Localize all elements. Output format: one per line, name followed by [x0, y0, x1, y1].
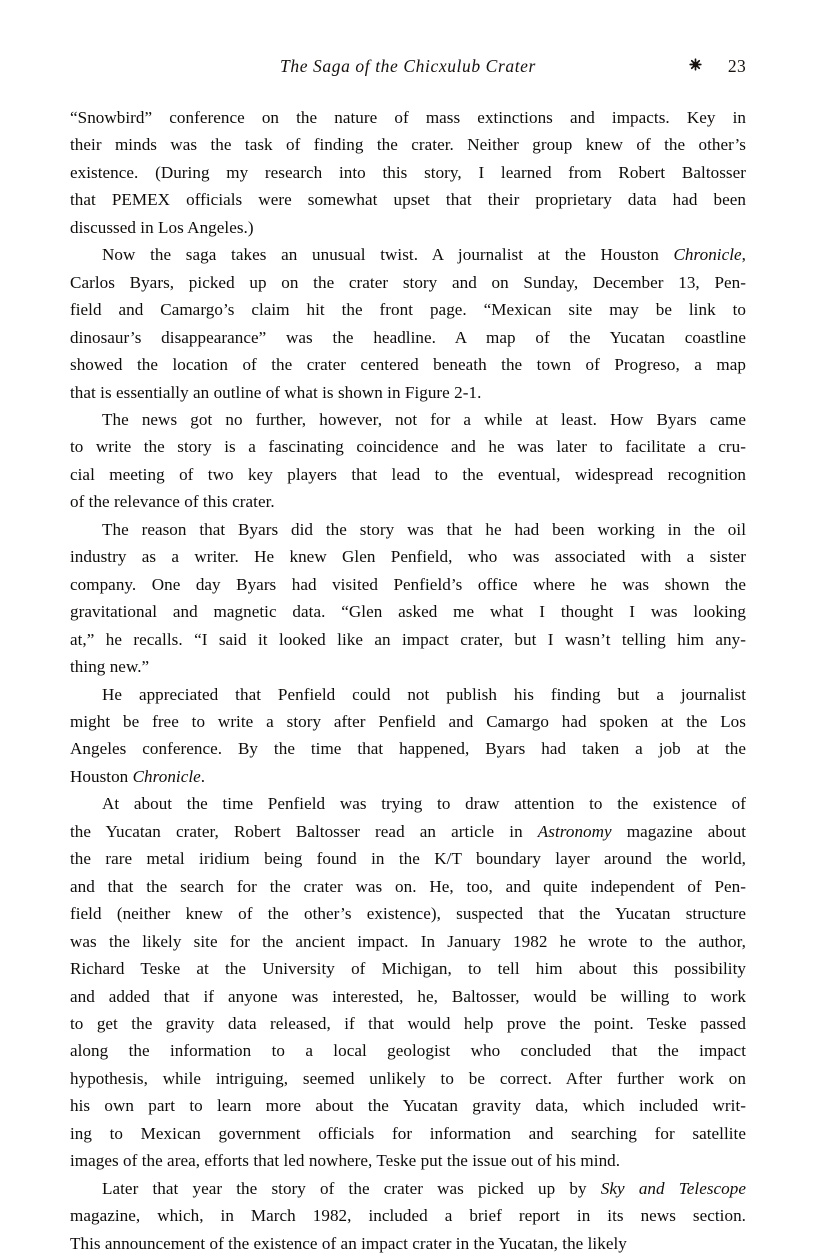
text-run: images of the area, efforts that led nowhere, Teske put the issue out of his mind. — [70, 1151, 621, 1171]
text-line — [70, 241, 746, 268]
paragraph — [70, 516, 746, 681]
text-run: hypothesis, while intriguing, seemed unlikely to be correct. After further work on — [70, 1068, 746, 1088]
running-head-title: The Saga of the Chicxulub Crater — [280, 56, 536, 76]
text-line — [70, 351, 746, 378]
text-line — [70, 296, 746, 323]
text-line — [70, 104, 746, 131]
text-run: that PEMEX officials were somewhat upset that their proprietary data had been — [70, 190, 746, 210]
text-run: the Yucatan crater, Robert Baltosser read an article in — [70, 821, 538, 841]
text-run: Richard Teske at the University of Michigan, to tell him about this possibility — [70, 959, 746, 979]
text-run: ing to Mexican government officials for information and searching for satellite — [70, 1123, 746, 1143]
text-run: Now the saga takes an unusual twist. A journalist at the Houston — [102, 245, 674, 265]
text-line — [70, 681, 746, 708]
text-run: , — [741, 245, 746, 265]
text-line — [70, 186, 746, 213]
text-line — [70, 653, 746, 680]
text-run: of the relevance of this crater. — [70, 492, 275, 512]
text-run: the rare metal iridium being found in the K/T boundary layer around the world, — [70, 849, 746, 869]
text-run: field and Camargo’s claim hit the front page. “Mexican site may be link to — [70, 300, 746, 320]
text-run: The news got no further, however, not for a while at least. How Byars came — [102, 409, 746, 429]
text-run: discussed in Los Angeles.) — [70, 217, 254, 237]
body-text-column — [70, 104, 746, 1257]
paragraph — [70, 104, 746, 241]
text-run: might be free to write a story after Penfield and Camargo had spoken at the Los — [70, 711, 746, 731]
text-run: at,” he recalls. “I said it looked like an impact crater, but I wasn’t telling him any- — [70, 629, 746, 649]
text-run: Carlos Byars, picked up on the crater story and on Sunday, December 13, Pen- — [70, 272, 746, 292]
text-line — [70, 571, 746, 598]
text-line — [70, 598, 746, 625]
page-folio-number: 23 — [727, 56, 746, 76]
text-run: Later that year the story of the crater was picked up by — [102, 1178, 601, 1198]
paragraph — [70, 241, 746, 406]
text-line — [70, 1230, 746, 1257]
text-run: and that the search for the crater was on. He, too, and quite independent of Pen- — [70, 876, 746, 896]
italic-text: Chronicle — [132, 766, 201, 786]
text-run: magazine, which, in March 1982, included a brief report in its news section. — [70, 1206, 746, 1226]
text-run: company. One day Byars had visited Penfield’s office where he was shown the — [70, 574, 746, 594]
text-run: industry as a writer. He knew Glen Penfield, who was associated with a sister — [70, 547, 746, 567]
text-line — [70, 324, 746, 351]
text-line — [70, 433, 746, 460]
text-line — [70, 928, 746, 955]
italic-text: Astronomy — [537, 821, 612, 841]
text-run: dinosaur’s disappearance” was the headline. A map of the Yucatan coastline — [70, 327, 746, 347]
text-line — [70, 1175, 746, 1202]
text-line — [70, 543, 746, 570]
text-run: He appreciated that Penfield could not publish his finding but a journalist — [102, 684, 746, 704]
text-line — [70, 1010, 746, 1037]
text-run: existence. (During my research into this story, I learned from Robert Baltosser — [70, 162, 746, 182]
text-line — [70, 461, 746, 488]
text-line — [70, 131, 746, 158]
text-run: This announcement of the existence of an impact crater in the Yucatan, the likely — [70, 1233, 627, 1253]
text-run: Houston — [70, 766, 133, 786]
text-line — [70, 1037, 746, 1064]
text-run: showed the location of the crater centered beneath the town of Progreso, a map — [70, 355, 746, 375]
text-line — [70, 269, 746, 296]
text-run: . — [200, 766, 206, 786]
text-line — [70, 983, 746, 1010]
text-run: At about the time Penfield was trying to draw attention to the existence of — [102, 794, 746, 814]
text-line — [70, 214, 746, 241]
text-run: to write the story is a fascinating coincidence and he was later to facilitate a cru- — [70, 437, 746, 457]
text-run: The reason that Byars did the story was that he had been working in the oil — [102, 519, 746, 539]
text-run: gravitational and magnetic data. “Glen asked me what I thought I was looking — [70, 602, 746, 622]
running-head — [70, 56, 746, 82]
text-line — [70, 1202, 746, 1229]
text-line — [70, 818, 746, 845]
text-line — [70, 763, 746, 790]
text-run: “Snowbird” conference on the nature of mass extinctions and impacts. Key in — [70, 108, 746, 127]
text-run: Angeles conference. By the time that happened, Byars had taken a job at the — [70, 739, 746, 759]
text-run: magazine about — [611, 821, 746, 841]
text-line — [70, 406, 746, 433]
text-line — [70, 1147, 746, 1174]
text-line — [70, 900, 746, 927]
paragraph — [70, 406, 746, 516]
text-run: field (neither knew of the other’s existence), suspected that the Yucatan structure — [70, 904, 746, 924]
text-line — [70, 1065, 746, 1092]
text-line — [70, 845, 746, 872]
text-run: to get the gravity data released, if that would help prove the point. Teske passed — [70, 1013, 746, 1033]
text-run: cial meeting of two key players that lead to the eventual, widespread recognition — [70, 464, 746, 484]
text-line — [70, 708, 746, 735]
text-line — [70, 873, 746, 900]
text-run: was the likely site for the ancient impact. In January 1982 he wrote to the author, — [70, 931, 746, 951]
star-asterisk-ornament-icon — [689, 58, 702, 71]
running-head-right-group — [689, 56, 746, 77]
text-line — [70, 955, 746, 982]
text-run: thing new.” — [70, 657, 150, 677]
text-line — [70, 735, 746, 762]
text-run: their minds was the task of finding the crater. Neither group knew of the other’s — [70, 135, 746, 155]
text-run: his own part to learn more about the Yucatan gravity data, which included writ- — [70, 1096, 746, 1116]
text-line — [70, 379, 746, 406]
text-line — [70, 159, 746, 186]
text-run: that is essentially an outline of what is shown in Figure 2-1. — [70, 382, 482, 402]
italic-text: Sky and Telescope — [600, 1178, 747, 1198]
text-line — [70, 626, 746, 653]
text-run: along the information to a local geologist who concluded that the impact — [70, 1041, 746, 1061]
text-line — [70, 488, 746, 515]
text-run: and added that if anyone was interested, he, Baltosser, would be willing to work — [70, 986, 746, 1006]
paragraph — [70, 681, 746, 791]
text-line — [70, 1120, 746, 1147]
paragraph — [70, 790, 746, 1174]
text-line — [70, 516, 746, 543]
text-line — [70, 1092, 746, 1119]
italic-text: Chronicle — [673, 245, 742, 265]
paragraph — [70, 1175, 746, 1257]
text-line — [70, 790, 746, 817]
